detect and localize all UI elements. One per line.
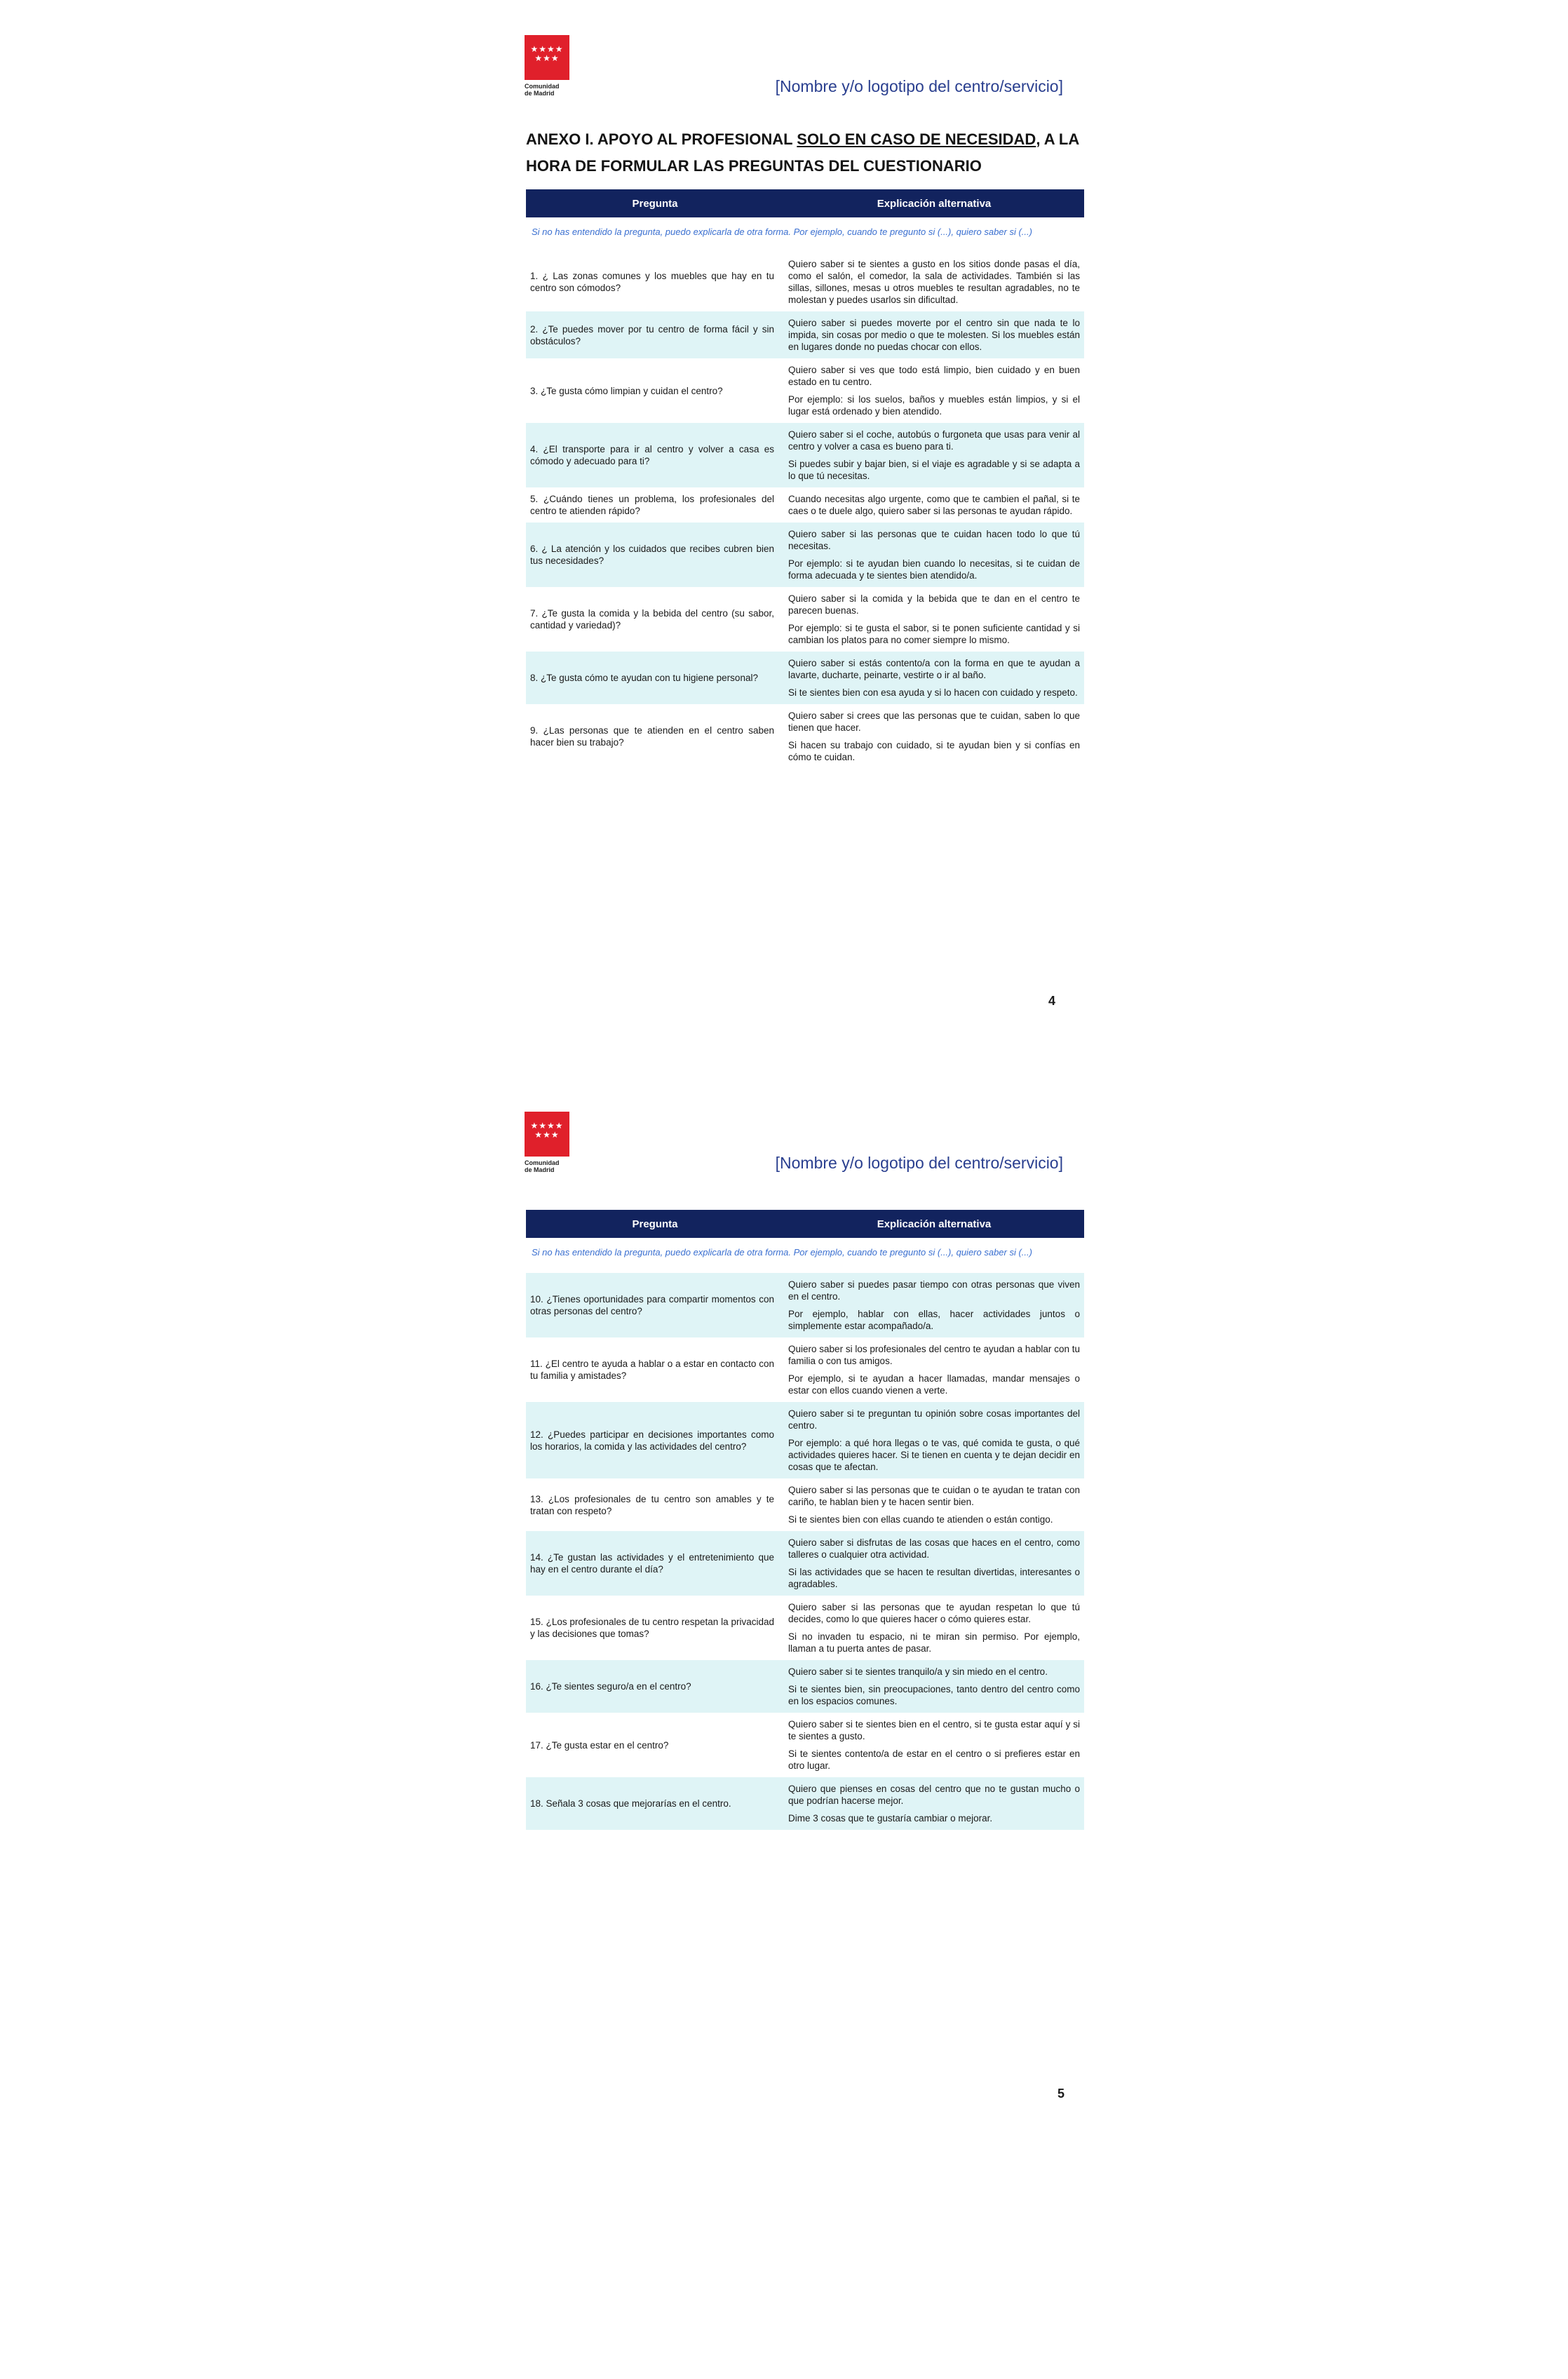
logo-flag-icon: [525, 35, 569, 80]
explanation-text: Quiero saber si puedes moverte por el centro sin que nada te lo impida, sin cosas por medio o que te molesten. Si los muebles están en lugares donde no puedas chocar con ellos.: [788, 318, 1080, 352]
annex-title-prefix: ANEXO I. APOYO AL PROFESIONAL: [526, 130, 797, 148]
explanation-text: Quiero que pienses en cosas del centro que no te gustan mucho o que podrían hacerse mejor.: [788, 1784, 1080, 1806]
table-row: [526, 252, 1084, 311]
explanation-example: Si te sientes bien con ellas cuando te atienden o están contigo.: [788, 1514, 1053, 1525]
explanation-cell: [784, 1660, 1084, 1713]
logo-line1: Comunidad: [525, 1159, 560, 1166]
table-row: [526, 1478, 1084, 1531]
table-row: [526, 704, 1084, 769]
explanation-example: Por ejemplo, si te ayudan a hacer llamadas, mandar mensajes o estar con ellos cuando vienen a verte.: [788, 1373, 1080, 1396]
logo-line1: Comunidad: [525, 83, 560, 90]
intro-row: [526, 1238, 1084, 1273]
center-name-placeholder: [Nombre y/o logotipo del centro/servicio]: [775, 1154, 1063, 1172]
explanation-text: Quiero saber si disfrutas de las cosas que haces en el centro, como talleres o cualquier otra actividad.: [788, 1537, 1080, 1560]
logo-text: [525, 83, 574, 97]
explanation-cell: [784, 1777, 1084, 1830]
explanation-cell: [784, 1273, 1084, 1337]
question-cell: 3. ¿Te gusta cómo limpian y cuidan el centro?: [530, 385, 723, 396]
table-row: [526, 423, 1084, 487]
question-cell: 7. ¿Te gusta la comida y la bebida del centro (su sabor, cantidad y variedad)?: [530, 608, 774, 631]
explanation-text: Quiero saber si las personas que te ayudan respetan lo que tú decides, como lo que quieres hacer o cómo quieres estar.: [788, 1602, 1080, 1624]
question-cell: 17. ¿Te gusta estar en el centro?: [530, 1739, 669, 1751]
explanation-example: Si te sientes bien con esa ayuda y si lo hacen con cuidado y respeto.: [788, 687, 1078, 698]
explanation-cell: [784, 1402, 1084, 1478]
explanation-text: Cuando necesitas algo urgente, como que te cambien el pañal, si te caes o te duele algo, quiero saber si las personas te ayudan rápido.: [788, 494, 1080, 516]
table-row: [526, 652, 1084, 704]
table-row: [526, 1273, 1084, 1337]
explanation-text: Quiero saber si ves que todo está limpio, bien cuidado y en buen estado en tu centro.: [788, 365, 1080, 387]
explanation-example: Por ejemplo: a qué hora llegas o te vas, qué comida te gusta, o qué actividades quieres hacer. Si te tienen en cuenta y te dejan decidir en cosas que te afectan.: [788, 1438, 1080, 1472]
explanation-text: Quiero saber si las personas que te cuidan hacen todo lo que tú necesitas.: [788, 529, 1080, 551]
table-row: [526, 523, 1084, 587]
annex-title-underlined: SOLO EN CASO DE NECESIDAD: [797, 130, 1036, 148]
explanation-example: Por ejemplo: si te gusta el sabor, si te ponen suficiente cantidad y si cambian los platos para no comer siempre lo mismo.: [788, 623, 1080, 645]
explanation-text: Quiero saber si los profesionales del centro te ayudan a hablar con tu familia o con tus amigos.: [788, 1344, 1080, 1366]
logo-line2: de Madrid: [525, 1166, 555, 1173]
explanation-example: Si te sientes bien, sin preocupaciones, tanto dentro del centro como en los espacios comunes.: [788, 1684, 1080, 1706]
intro-text: Si no has entendido la pregunta, puedo explicarla de otra forma. Por ejemplo, cuando te pregunto si (...), quiero saber si (...): [532, 1247, 1032, 1258]
question-cell: 6. ¿ La atención y los cuidados que recibes cubren bien tus necesidades?: [526, 523, 784, 587]
explanation-cell: [784, 587, 1084, 652]
question-cell: 10. ¿Tienes oportunidades para compartir momentos con otras personas del centro?: [526, 1273, 784, 1337]
page-2: [519, 1112, 1091, 2108]
explanation-cell: [784, 1596, 1084, 1660]
explanation-cell: [784, 423, 1084, 487]
table-row: [526, 358, 1084, 423]
annex-title-suffix: , A LA HORA DE FORMULAR LAS PREGUNTAS DEL CUESTIONARIO: [526, 130, 1079, 175]
question-cell: 14. ¿Te gustan las actividades y el entretenimiento que hay en el centro durante el día?: [526, 1531, 784, 1596]
logo-flag-icon: [525, 1112, 569, 1157]
explanation-cell: [784, 523, 1084, 587]
explanation-cell: [784, 1337, 1084, 1402]
explanation-text: Quiero saber si te sientes bien en el centro, si te gusta estar aquí y si te sientes a gusto.: [788, 1719, 1080, 1741]
logo-line2: de Madrid: [525, 90, 555, 97]
explanation-text: Quiero saber si la comida y la bebida que te dan en el centro te parecen buenas.: [788, 593, 1080, 616]
page-1: [519, 35, 1091, 1017]
logo-text: [525, 1159, 574, 1173]
explanation-example: Si no invaden tu espacio, ni te miran sin permiso. Por ejemplo, llaman a tu puerta antes de pasar.: [788, 1631, 1080, 1654]
questions-table-page2: [526, 1210, 1084, 1830]
table-row: [526, 1337, 1084, 1402]
comunidad-madrid-logo: [525, 35, 574, 97]
explanation-example: Por ejemplo: si los suelos, baños y muebles están limpios, y si el lugar está ordenado y bien atendido.: [788, 394, 1080, 417]
explanation-text: Quiero saber si las personas que te cuidan o te ayudan te tratan con cariño, te hablan bien y te hacen sentir bien.: [788, 1485, 1080, 1507]
header-question: Pregunta: [526, 1210, 784, 1238]
center-name-placeholder: [Nombre y/o logotipo del centro/servicio]: [775, 77, 1063, 95]
question-cell: 9. ¿Las personas que te atienden en el centro saben hacer bien su trabajo?: [530, 725, 774, 748]
table-row: [526, 1777, 1084, 1830]
explanation-text: Quiero saber si te sientes a gusto en los sitios donde pasas el día, como el salón, el comedor, la sala de actividades. También si las sillas, sillones, mesas u otros muebles te resultan agradables, no te molestan y puedes usarlos sin dificultad.: [788, 259, 1080, 305]
question-cell: 16. ¿Te sientes seguro/a en el centro?: [526, 1660, 784, 1713]
logo-stars: ★★★★ ★★★: [530, 44, 564, 63]
table-row: [526, 587, 1084, 652]
explanation-text: Quiero saber si estás contento/a con la forma en que te ayudan a lavarte, ducharte, peinarte, vestirte o ir al baño.: [788, 658, 1080, 680]
question-cell: 13. ¿Los profesionales de tu centro son amables y te tratan con respeto?: [530, 1493, 774, 1516]
explanation-text: Quiero saber si el coche, autobús o furgoneta que usas para venir al centro y volver a casa es bueno para ti.: [788, 429, 1080, 452]
explanation-cell: [784, 487, 1084, 523]
explanation-cell: [784, 1713, 1084, 1777]
question-cell: 11. ¿El centro te ayuda a hablar o a estar en contacto con tu familia y amistades?: [530, 1359, 774, 1381]
explanation-example: Si puedes subir y bajar bien, si el viaje es agradable y si se adapta a lo que tú necesitas.: [788, 459, 1080, 481]
question-cell: 5. ¿Cuándo tienes un problema, los profesionales del centro te atienden rápido?: [530, 494, 774, 516]
table-header-row: [526, 189, 1084, 217]
question-cell: 15. ¿Los profesionales de tu centro respetan la privacidad y las decisiones que tomas?: [530, 1617, 774, 1639]
page-number: 4: [1048, 994, 1056, 1008]
header-explanation: Explicación alternativa: [784, 189, 1084, 217]
header-question: Pregunta: [526, 189, 784, 217]
explanation-cell: [784, 704, 1084, 769]
explanation-example: Si te sientes contento/a de estar en el centro o si prefieres estar en otro lugar.: [788, 1748, 1080, 1771]
explanation-text: Quiero saber si te preguntan tu opinión sobre cosas importantes del centro.: [788, 1408, 1080, 1431]
question-cell: 1. ¿ Las zonas comunes y los muebles que hay en tu centro son cómodos?: [530, 271, 774, 293]
explanation-cell: [784, 252, 1084, 311]
intro-row: [526, 217, 1084, 252]
question-cell: 12. ¿Puedes participar en decisiones importantes como los horarios, la comida y las actividades del centro?: [526, 1402, 784, 1478]
table-row: [526, 1596, 1084, 1660]
explanation-text: Quiero saber si crees que las personas que te cuidan, saben lo que tienen que hacer.: [788, 710, 1080, 733]
question-cell: 2. ¿Te puedes mover por tu centro de forma fácil y sin obstáculos?: [526, 311, 784, 358]
explanation-example: Si las actividades que se hacen te resultan divertidas, interesantes o agradables.: [788, 1567, 1080, 1589]
table-row: [526, 1402, 1084, 1478]
explanation-example: Dime 3 cosas que te gustaría cambiar o mejorar.: [788, 1813, 993, 1824]
explanation-example: Si hacen su trabajo con cuidado, si te ayudan bien y si confías en cómo te cuidan.: [788, 740, 1080, 762]
table-row: [526, 487, 1084, 523]
question-cell: 8. ¿Te gusta cómo te ayudan con tu higiene personal?: [526, 652, 784, 704]
table-row: [526, 1660, 1084, 1713]
page-number: 5: [1057, 2087, 1065, 2101]
question-cell: 4. ¿El transporte para ir al centro y volver a casa es cómodo y adecuado para ti?: [526, 423, 784, 487]
table-header-row: [526, 1210, 1084, 1238]
explanation-cell: [784, 1531, 1084, 1596]
explanation-cell: [784, 1478, 1084, 1531]
intro-text: Si no has entendido la pregunta, puedo explicarla de otra forma. Por ejemplo, cuando te pregunto si (...), quiero saber si (...): [532, 227, 1032, 237]
explanation-text: Quiero saber si te sientes tranquilo/a y sin miedo en el centro.: [788, 1666, 1048, 1677]
explanation-text: Quiero saber si puedes pasar tiempo con otras personas que viven en el centro.: [788, 1279, 1080, 1302]
annex-title: [526, 126, 1080, 180]
table-row: [526, 311, 1084, 358]
header-explanation: Explicación alternativa: [784, 1210, 1084, 1238]
explanation-example: Por ejemplo, hablar con ellas, hacer actividades juntos o simplemente estar acompañado/a.: [788, 1309, 1080, 1331]
questions-table-page1: [526, 189, 1084, 769]
explanation-cell: [784, 652, 1084, 704]
explanation-cell: [784, 311, 1084, 358]
logo-stars: ★★★★ ★★★: [530, 1121, 564, 1140]
explanation-cell: [784, 358, 1084, 423]
explanation-example: Por ejemplo: si te ayudan bien cuando lo necesitas, si te cuidan de forma adecuada y te sientes bien atendido/a.: [788, 558, 1080, 581]
table-row: [526, 1531, 1084, 1596]
question-cell: 18. Señala 3 cosas que mejorarías en el centro.: [526, 1777, 784, 1830]
table-row: [526, 1713, 1084, 1777]
comunidad-madrid-logo: [525, 1112, 574, 1173]
